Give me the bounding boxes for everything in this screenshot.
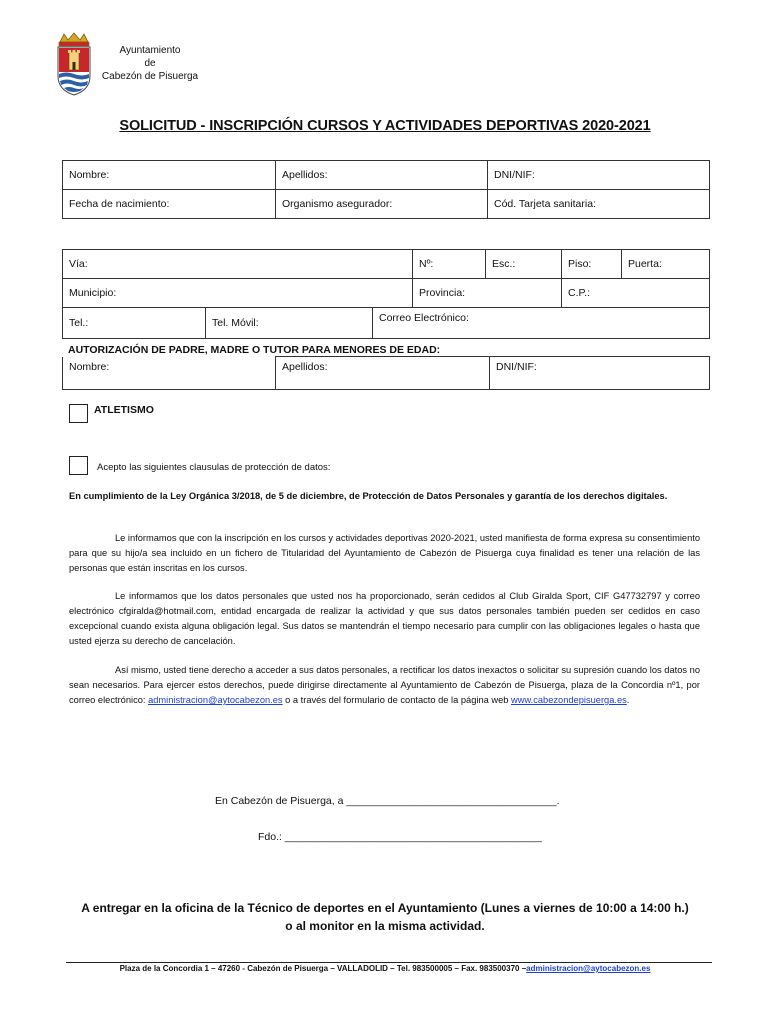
- delivery-line-1: A entregar en la oficina de la Técnico de deportes en el Ayuntamiento (Lunes a viernes de 10:00 a 14:00 h.): [81, 901, 689, 915]
- org-line-2: de: [144, 58, 156, 69]
- piso-field[interactable]: Piso:: [562, 250, 622, 279]
- paragraph-3-text-b: o a través del formulario de contacto de la página web: [282, 695, 512, 705]
- organismo-asegurador-field[interactable]: Organismo asegurador:: [276, 190, 488, 219]
- paragraph-3-text-c: .: [626, 695, 630, 705]
- apellidos-field[interactable]: Apellidos:: [276, 161, 488, 190]
- atletismo-checkbox[interactable]: [69, 404, 88, 423]
- signature-line[interactable]: Fdo.: ____________________________________________: [258, 831, 542, 843]
- consent-paragraph-1: Le informamos que con la inscripción en los cursos y actividades deportivas 2020-2021, usted manifiesta de forma expresa su consentimiento para que su hijo/a sea incluido en un fichero de Titularidad del Ayuntamiento de Cabezón de Pisuerga cuya finalidad es tener una relación de las personas que están inscritas en los cursos.: [69, 533, 700, 573]
- org-line-1: Ayuntamiento: [119, 45, 181, 56]
- email-field[interactable]: Correo Electrónico:: [373, 308, 710, 339]
- telefono-field[interactable]: Tel.:: [63, 308, 206, 339]
- numero-field[interactable]: Nº:: [413, 250, 486, 279]
- admin-email-link[interactable]: administracion@aytocabezon.es: [148, 695, 283, 705]
- personal-data-table: [62, 160, 710, 219]
- puerta-field[interactable]: Puerta:: [622, 250, 710, 279]
- tarjeta-sanitaria-field[interactable]: Cód. Tarjeta sanitaria:: [488, 190, 710, 219]
- guardian-table: [62, 356, 710, 390]
- consent-paragraph-3: [69, 663, 700, 708]
- guardian-nombre-field[interactable]: Nombre:: [63, 357, 276, 390]
- delivery-line-2: o al monitor en la misma actividad.: [285, 919, 485, 933]
- address-table: [62, 249, 710, 339]
- consent-paragraph-2: Le informamos que los datos personales que usted nos ha proporcionado, serán cedidos al Club Giralda Sport, CIF G47732797 y correo electrónico cfgiralda@hotmail.com, entidad encargada de realizar la actividad y que sus datos personales también pueden ser cedidos en caso excepcional cuando exista alguna obligación legal. Sus datos se mantendrán el tiempo necesario para cumplir con las obligaciones legales o hasta que usted ejerza su derecho de cancelación.: [69, 591, 700, 646]
- paragraph-3-text-a: Así mismo, usted tiene derecho a acceder a sus datos personales, a rectificar los datos inexactos o solicitar su supresión cuando los datos no sean necesarios. Para ejercer estos derechos, puede dirigirse directamente al Ayuntamiento de Cabezón de Pisuerga, plaza de la Concordia nº1, por correo electrónico:: [69, 665, 700, 705]
- guardian-dni-field[interactable]: DNI/NIF:: [490, 357, 710, 390]
- footer-address: Plaza de la Concordia 1 – 47260 - Cabezón de Pisuerga – VALLADOLID – Tel. 983500005 – Fax. 983500370 –: [119, 964, 527, 973]
- guardian-heading: AUTORIZACIÓN DE PADRE, MADRE O TUTOR PARA MENORES DE EDAD:: [68, 344, 441, 356]
- coat-of-arms-logo: [54, 32, 94, 96]
- fecha-nacimiento-field[interactable]: Fecha de nacimiento:: [63, 190, 276, 219]
- org-line-3: Cabezón de Pisuerga: [101, 71, 199, 82]
- footer-divider: [66, 962, 712, 963]
- guardian-apellidos-field[interactable]: Apellidos:: [276, 357, 490, 390]
- footer-email-link[interactable]: administracion@aytocabezon.es: [526, 964, 651, 973]
- page-title: SOLICITUD - INSCRIPCIÓN CURSOS Y ACTIVIDADES DEPORTIVAS 2020-2021: [119, 118, 651, 134]
- atletismo-label: ATLETISMO: [94, 404, 154, 416]
- municipio-field[interactable]: Municipio:: [63, 279, 413, 308]
- footer: [0, 964, 770, 973]
- delivery-instructions: [0, 899, 770, 935]
- codigo-postal-field[interactable]: C.P.:: [562, 279, 710, 308]
- movil-field[interactable]: Tel. Móvil:: [206, 308, 373, 339]
- via-field[interactable]: Vía:: [63, 250, 413, 279]
- website-link[interactable]: www.cabezondepisuerga.es: [511, 695, 627, 705]
- consent-checkbox[interactable]: [69, 456, 88, 475]
- escalera-field[interactable]: Esc.:: [486, 250, 562, 279]
- organization-name: [100, 44, 200, 83]
- consent-label: Acepto las siguientes clausulas de protección de datos:: [97, 462, 331, 473]
- nombre-field[interactable]: Nombre:: [63, 161, 276, 190]
- signature-place-date[interactable]: En Cabezón de Pisuerga, a ____________________________________.: [215, 795, 560, 807]
- law-paragraph: En cumplimiento de la Ley Orgánica 3/2018, de 5 de diciembre, de Protección de Datos Personales y garantía de los derechos digitales.: [69, 491, 668, 501]
- dni-field[interactable]: DNI/NIF:: [488, 161, 710, 190]
- provincia-field[interactable]: Provincia:: [413, 279, 562, 308]
